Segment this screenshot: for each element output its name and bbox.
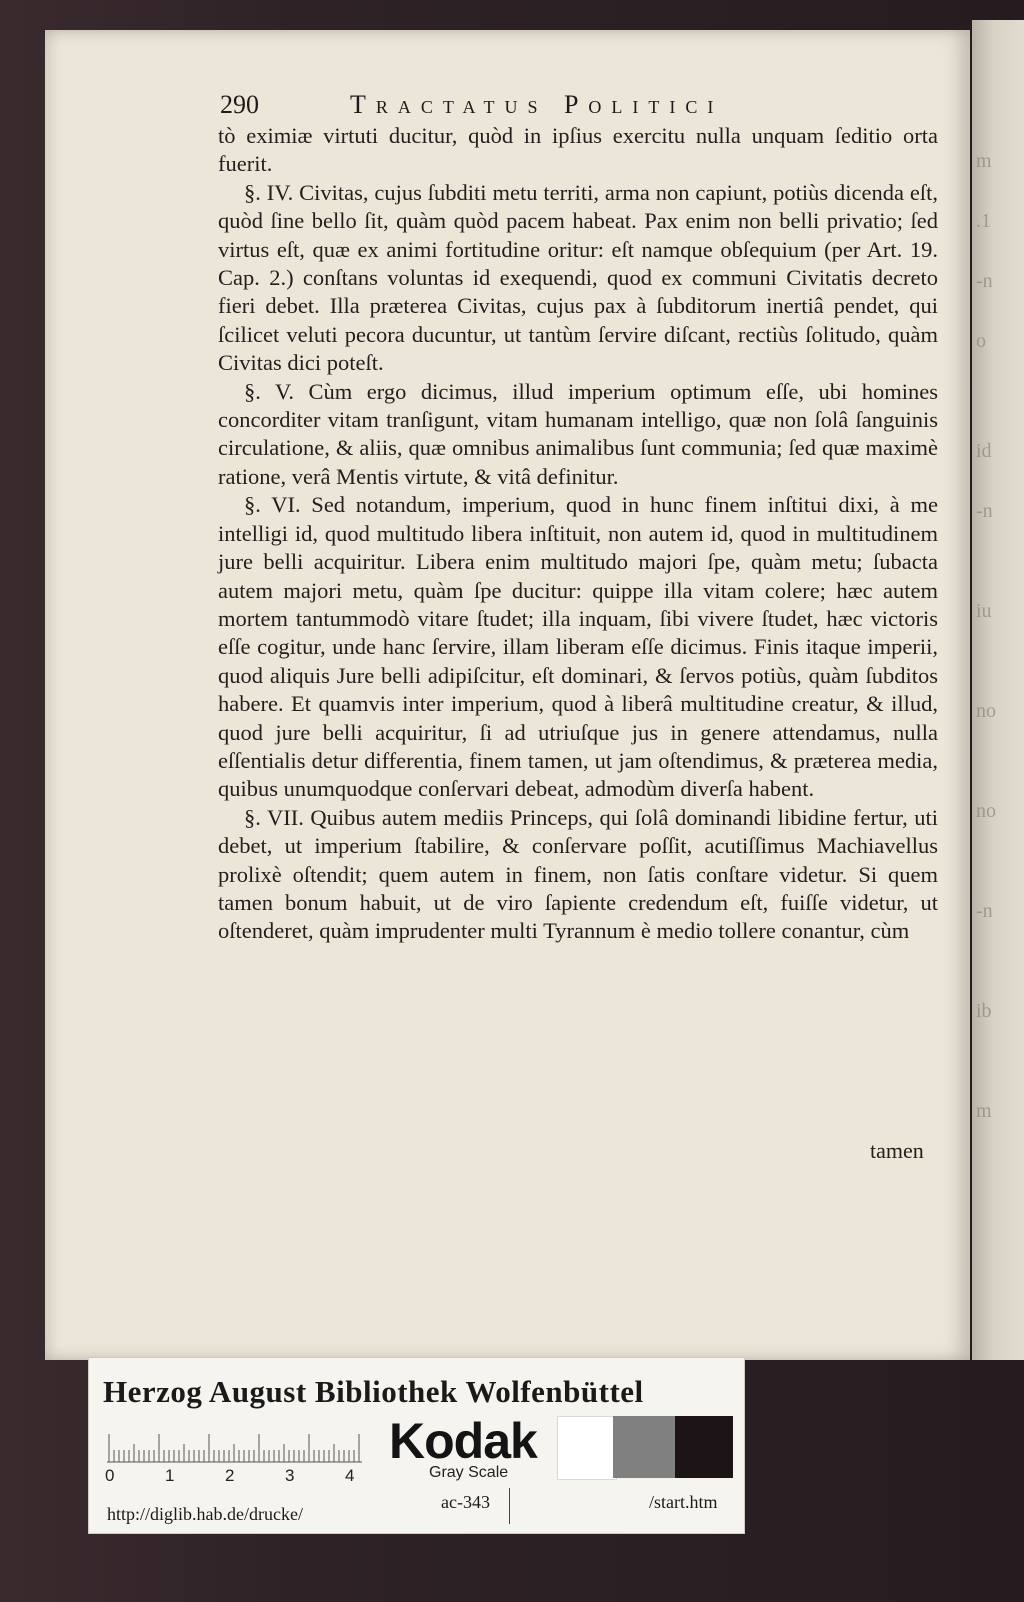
black-swatch — [675, 1416, 733, 1478]
ruler-numbers — [101, 1466, 371, 1490]
scale-ruler — [107, 1430, 367, 1470]
paragraph-section-5: §. V. Cùm ergo dicimus, illud imperium optimum eſſe, ubi homines concorditer vitam tranſigunt, vitam humanam intelligo, quæ non ſolâ ſanguinis circulatione, & aliis, quæ omnibus animalibus ſunt communia; ſed quæ maximè ratione, verâ Mentis virtute, & vitâ definitur. — [218, 378, 938, 489]
ruler-number: 0 — [105, 1466, 115, 1485]
bleed-through-mark: no — [976, 800, 996, 822]
running-title: Tractatus Politici — [350, 90, 724, 119]
adjacent-page-edge — [972, 20, 1024, 1360]
bleed-through-mark: o — [976, 330, 986, 352]
gray-swatch — [613, 1416, 675, 1478]
gray-scale-caption: Gray Scale — [429, 1464, 509, 1481]
kodak-logo: Kodak — [389, 1413, 537, 1469]
bleed-through-mark: -n — [976, 270, 993, 292]
library-color-card — [88, 1357, 745, 1534]
paragraph-continuation: tò eximiæ virtuti ducitur, quòd in ipſius exercitu nulla unquam ſeditio orta fuerit. — [218, 123, 938, 177]
call-number: ac-343 — [441, 1492, 490, 1512]
ruler-number: 3 — [285, 1466, 295, 1485]
catchword: tamen — [870, 1138, 924, 1163]
label-divider — [509, 1488, 510, 1524]
start-url: /start.htm — [649, 1492, 718, 1512]
ruler-number: 1 — [165, 1466, 175, 1485]
bleed-through-mark: .1 — [976, 210, 991, 232]
white-swatch — [557, 1416, 617, 1480]
bleed-through-mark: no — [976, 700, 996, 722]
library-url: http://diglib.hab.de/drucke/ — [107, 1504, 303, 1524]
page-number: 290 — [220, 90, 259, 119]
bleed-through-mark: ib — [976, 1000, 992, 1022]
paragraph-section-4: §. IV. Civitas, cujus ſubditi metu territi, arma non capiunt, potiùs dicenda eſt, quòd ſine bello ſit, quàm quòd pacem habeat. Pax enim non belli privatio; ſed virtus eſt, quæ ex animi fortitudine oritur: eſt namque obſequium (per Art. 19. Cap. 2.) conſtans voluntas id exequendi, quod ex communi Civitatis decreto fieri debet. Illa præterea Civitas, cujus pax à ſubditorum inertiâ pendet, qui ſcilicet veluti pecora ducuntur, ut tantùm ſervire diſcant, rectiùs ſolitudo, quàm Civitas dici poteſt. — [218, 179, 938, 376]
paragraph-section-7: §. VII. Quibus autem mediis Princeps, qui ſolâ dominandi libidine fertur, uti debet, ut imperium ſtabilire, & conſervare poſſit, acutiſſimus Machiavellus prolixè oſtendit; quem autem in finem, non ſatis conſtare videtur. Si quem tamen bonum habuit, ut de viro ſapiente credendum eſt, fuiſſe videtur, ut oſtenderet, quàm imprudenter multi Tyrannum è medio tollere conantur, cùm — [218, 804, 938, 944]
ruler-number: 4 — [345, 1466, 355, 1485]
bleed-through-mark: iu — [976, 600, 992, 622]
ruler-number: 2 — [225, 1466, 235, 1485]
bleed-through-mark: -n — [976, 900, 993, 922]
paragraph-section-6: §. VI. Sed notandum, imperium, quod in hunc finem inſtitui dixi, à me intelligi id, quod multitudo libera inſtituit, non autem id, quod in multitudinem jure belli acquiritur. Libera enim multitudo majori ſpe, quàm metu; ſubacta autem majori metu, quàm ſpe ducitur: quippe illa vitam colere; hæc autem mortem tantummodò vitare ſtudet; illa inquam, ſibi vivere ſtudet, hæc victoris eſſe cogitur, unde hanc ſervire, illam liberam eſſe dicimus. Finis itaque imperii, quod aliquis Jure belli adipiſcitur, eſt dominari, & ſervos potiùs, quàm ſubditos habere. Et quamvis inter imperium, quod à liberâ multitudine creatur, & illud, quod jure belli acquiritur, ſi ad utriuſque jus in genere attendamus, nulla eſſentialis detur differentia, finem tamen, ut jam oſtendimus, & præterea media, quibus unumquodque conſervari debeat, admodùm diverſa habent. — [218, 492, 938, 802]
library-name: Herzog August Bibliothek Wolfenbüttel — [103, 1374, 644, 1409]
bleed-through-mark: m — [976, 1100, 992, 1122]
body-text — [218, 122, 938, 946]
bleed-through-mark: id — [976, 440, 992, 462]
bleed-through-mark: m — [976, 150, 992, 172]
bleed-through-mark: -n — [976, 500, 993, 522]
